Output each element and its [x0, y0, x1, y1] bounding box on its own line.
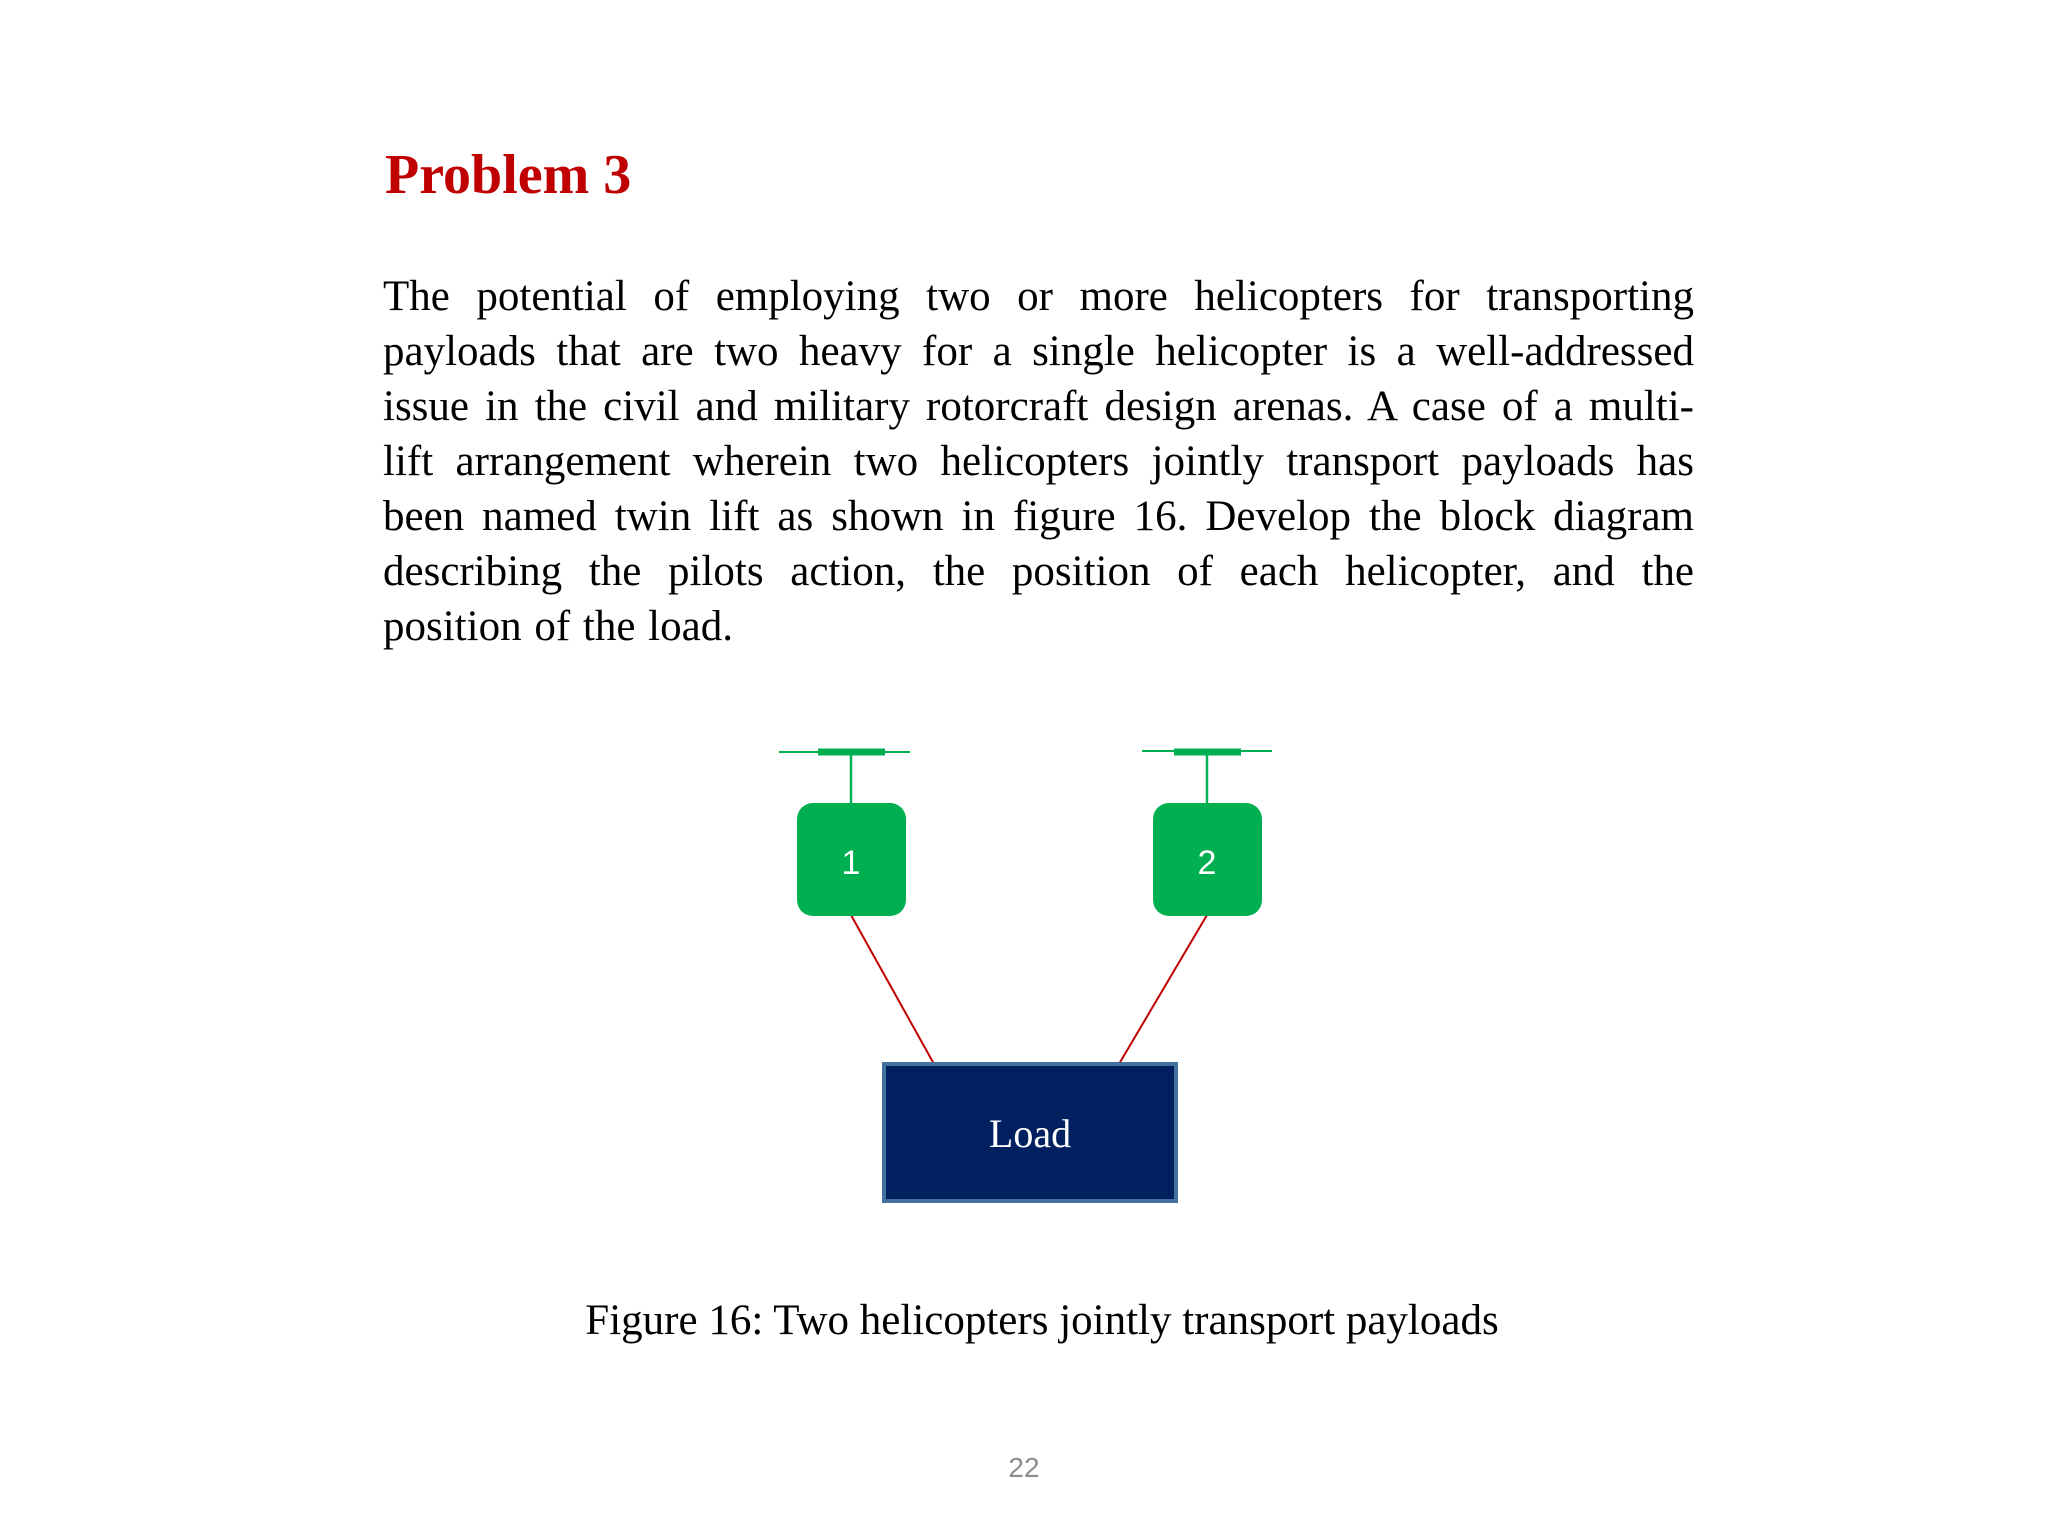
- cable-2: [1119, 915, 1207, 1064]
- page-number: 22: [1008, 1452, 1040, 1483]
- helicopter-1: [797, 803, 906, 916]
- problem-statement: The potential of employing two or more helicopters for transporting payloads that are two heavy for a single helicopter is a well-addressed issue in the civil and military rotorcraft design arenas. A case of a multi-lift arrangement wherein two helicopters jointly transport payloads has been named twin lift as shown in figure 16. Develop the block diagram describing the pilots action, the position of each helicopter, and the position of the load.: [383, 273, 1694, 650]
- helicopter-2-rotor: [1142, 751, 1272, 803]
- cable-1: [851, 915, 934, 1064]
- helicopter-2: [1153, 803, 1262, 916]
- figure-caption: Figure 16: Two helicopters jointly transport payloads: [585, 1297, 1499, 1344]
- load: [884, 1064, 1176, 1201]
- helicopter-2-label: 2: [1197, 844, 1217, 882]
- load-label: Load: [988, 1111, 1072, 1156]
- problem-title: Problem 3: [385, 144, 632, 206]
- helicopter-1-rotor: [779, 752, 910, 803]
- helicopter-1-label: 1: [841, 844, 861, 882]
